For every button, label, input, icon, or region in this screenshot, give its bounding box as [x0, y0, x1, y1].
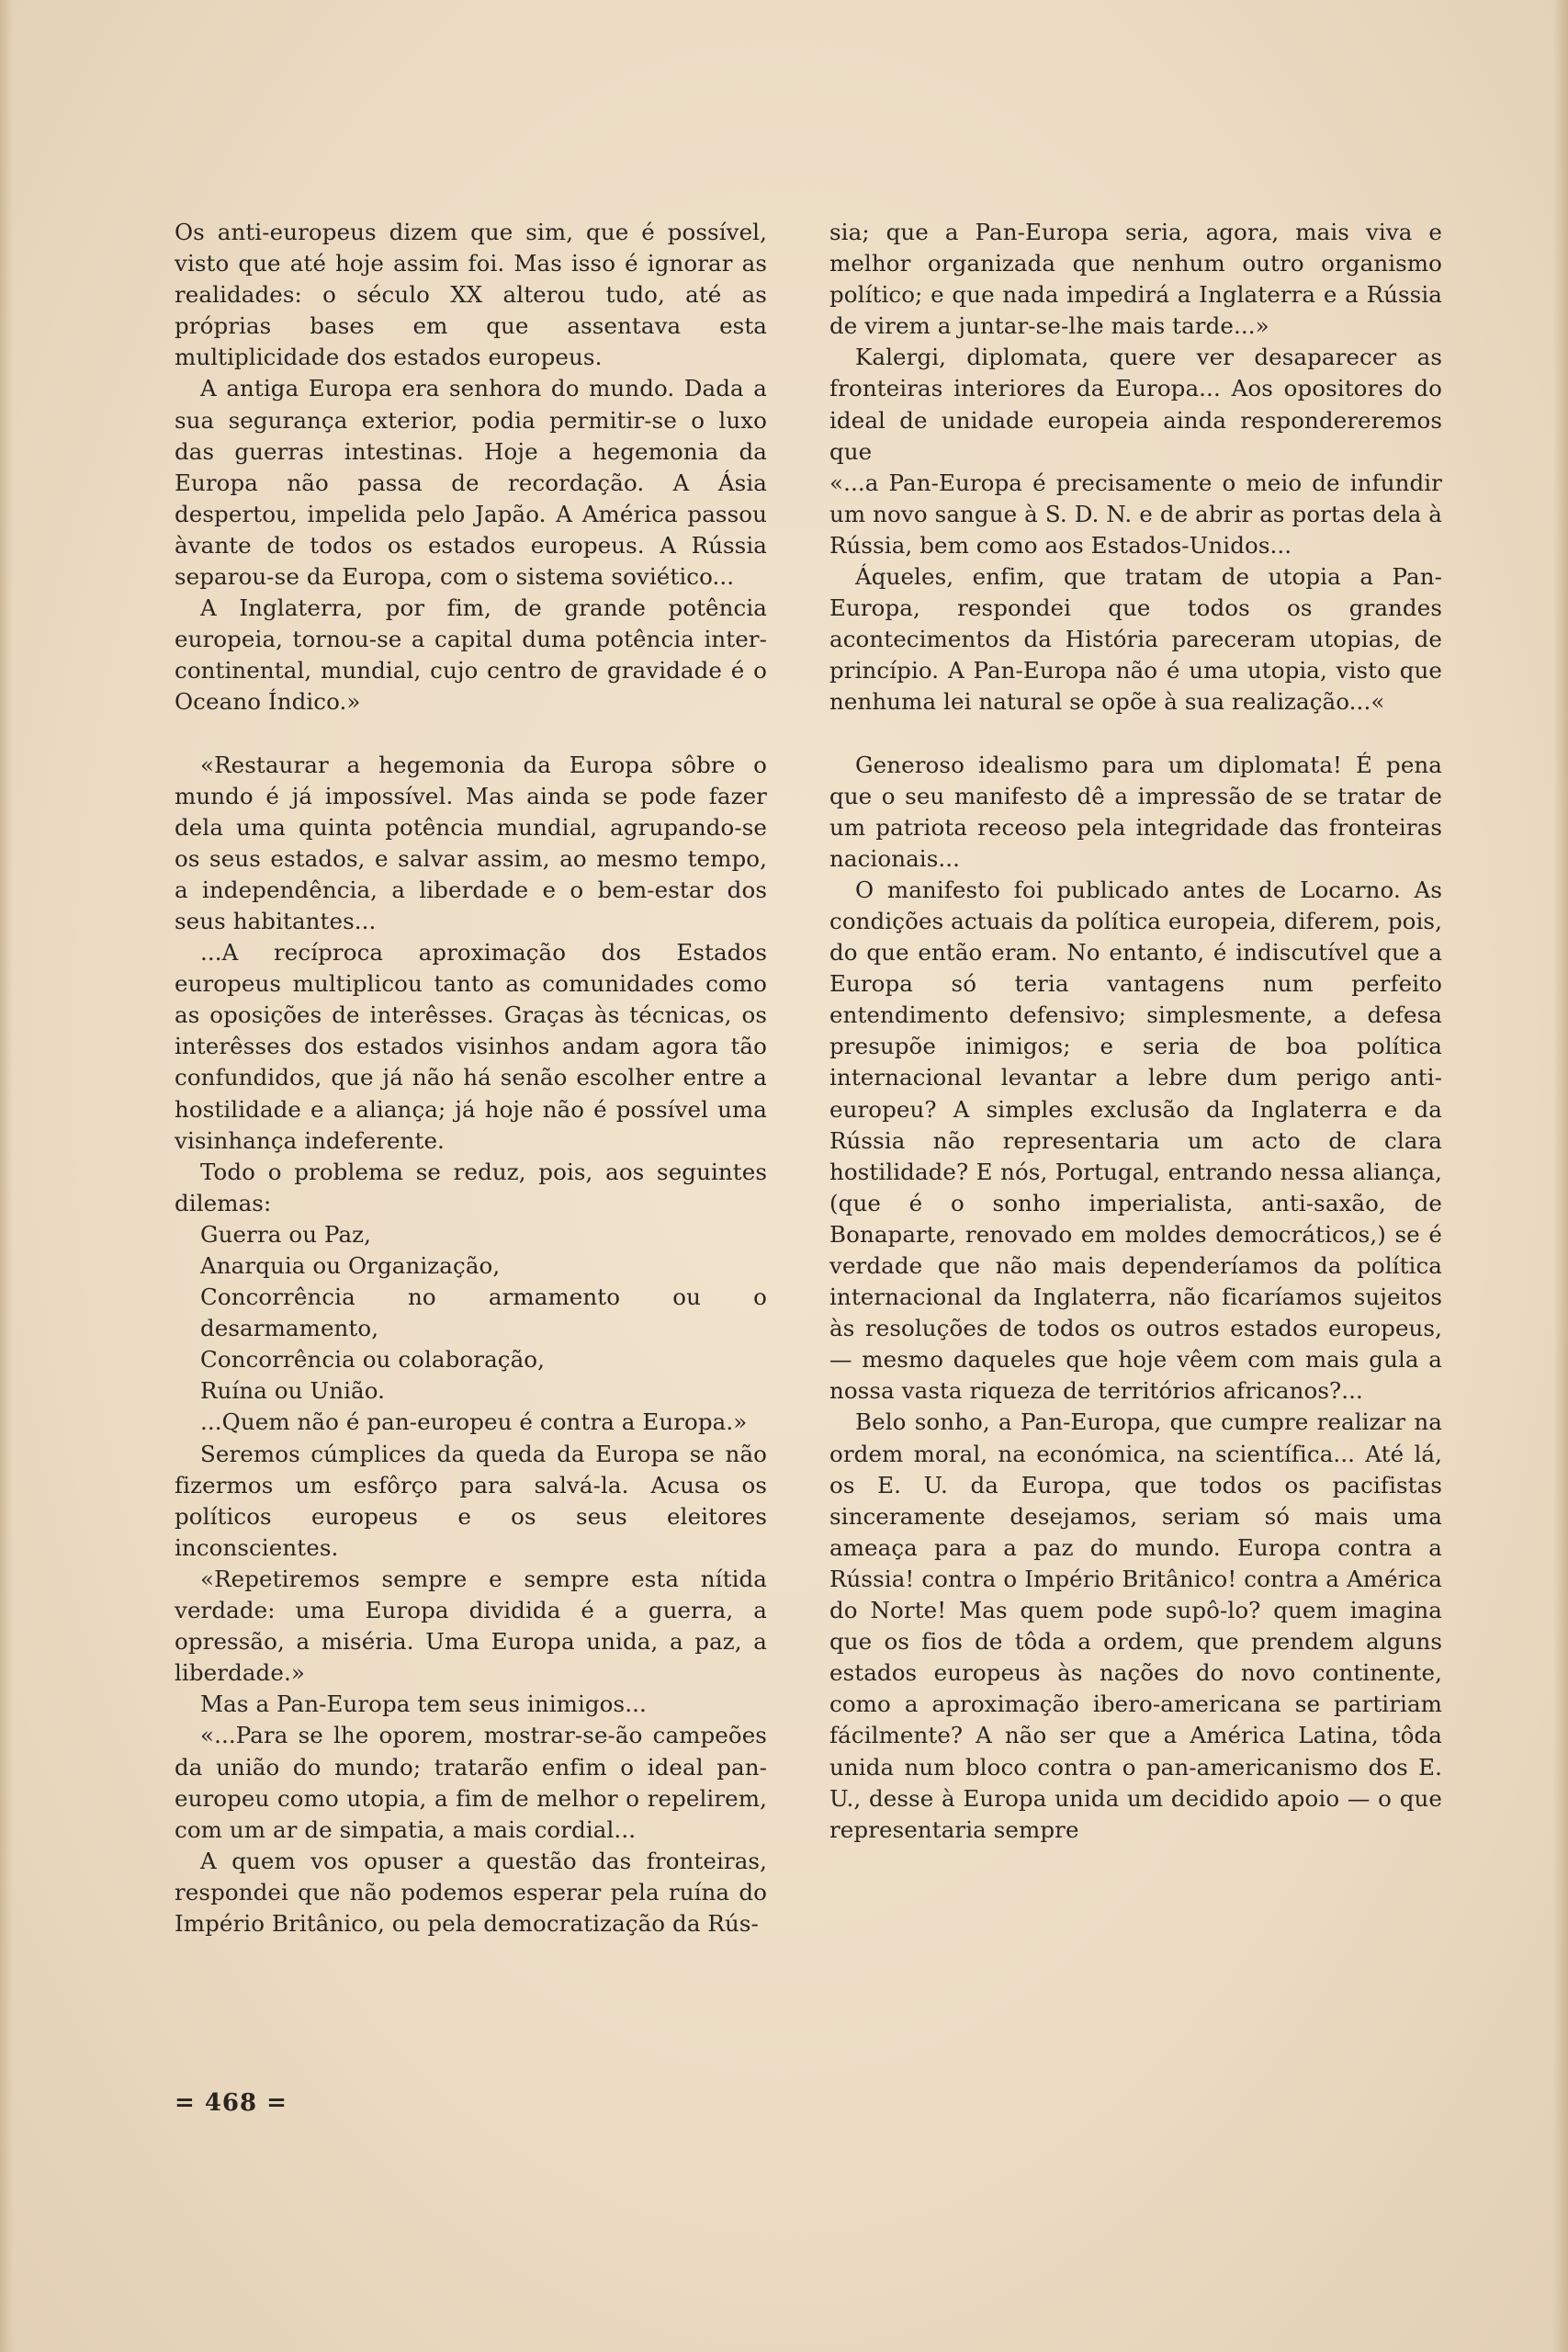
paragraph: Mas a Pan-Europa tem seus inimigos...: [200, 1690, 647, 1718]
paragraph: «...Para se lhe oporem, mostrar-se-ão campeões da união do mundo; tratarão enfim o ideal pan-europeu como utopia, a fim de melhor o repelirem, com um ar de simpatia, a mais cordial...: [175, 1722, 767, 1843]
page-edge-left: [0, 0, 13, 2352]
paragraph: Áqueles, enfim, que tratam de utopia a Pan-Europa, respondei que todos os grandes acontecimentos da História pareceram utopias, de princípio. A Pan-Europa não é uma utopia, visto que nenhuma lei natural se opõe à sua realização...«: [829, 563, 1442, 716]
right-text-column: [829, 217, 1442, 1846]
paragraph: Kalergi, diplomata, quere ver desaparecer as fronteiras interiores da Europa... Aos opositores do ideal de unidade europeia ainda respondereremos que: [829, 344, 1442, 465]
dilemma-item: Guerra ou Paz,: [200, 1220, 372, 1248]
page-edge-right: [1553, 0, 1568, 2352]
dilemma-item: Concorrência no armamento ou o desarmamento,: [200, 1283, 767, 1342]
quote-paragraph: «...a Pan-Europa é precisamente o meio de infundir um novo sangue à S. D. N. e de abrir as portas dela à Rússia, bem como aos Estados-Unidos...: [829, 469, 1442, 559]
dilemma-item: Concorrência ou colaboração,: [200, 1346, 546, 1374]
paragraph: Belo sonho, a Pan-Europa, que cumpre realizar na ordem moral, na económica, na scientífica... Até lá, os E. U. da Europa, que todos os pacifistas sinceramente desejamos, seriam só mais uma ameaça para a paz do mundo. Europa contra a Rússia! contra o Império Britânico! contra a América do Norte! Mas quem pode supô-lo? quem imagina que os fios de tôda a ordem, que prendem alguns estados europeus às nações do novo continente, como a aproximação ibero-americana se partiriam fácilmente? A não ser que a América Latina, tôda unida num bloco contra o pan-americanismo dos E. U., desse à Europa unida um decidido apoio — o que representaria sempre: [829, 1408, 1442, 1843]
paragraph: Seremos cúmplices da queda da Europa se não fizermos um esfôrço para salvá-la. Acusa os políticos europeus e os seus eleitores inconscientes.: [175, 1440, 767, 1561]
paragraph: O manifesto foi publicado antes de Locarno. As condições actuais da política europeia, diferem, pois, do que então eram. No entanto, é indiscutível que a Europa só teria vantagens num perfeito entendimento defensivo; simplesmente, a defesa presupõe inimigos; e seria de boa política internacional levantar a lebre dum perigo anti-europeu? A simples exclusão da Inglaterra e da Rússia não representaria um acto de clara hostilidade? E nós, Portugal, entrando nessa aliança, (que é o sonho imperialista, anti-saxão, de Bonaparte, renovado em moldes democráticos,) se é verdade que não mais dependeríamos da política internacional da Inglaterra, não ficaríamos sujeitos às resoluções de todos os outros estados europeus, — mesmo daqueles que hoje vêem com mais gula a nossa vasta riqueza de territórios africanos?...: [829, 876, 1442, 1405]
paragraph: ...Quem não é pan-europeu é contra a Europa.»: [200, 1408, 748, 1436]
quote-paragraph: «Restaurar a hegemonia da Europa sôbre o mundo é já impossível. Mas ainda se pode fazer dela uma quinta potência mundial, agrupando-se os seus estados, e salvar assim, ao mesmo tempo, a independência, a liberdade e o bem-estar dos seus habitantes...: [175, 751, 767, 934]
dilemma-item: Anarquia ou Organização,: [200, 1252, 501, 1279]
paragraph: A Inglaterra, por fim, de grande potência europeia, tornou-se a capital duma potência inter-continental, mundial, cujo centro de gravidade é o Oceano Índico.»: [175, 594, 767, 716]
paragraph: Generoso idealismo para um diplomata! É pena que o seu manifesto dê a impressão de se tratar de um patriota receoso pela integridade das fronteiras nacionais...: [829, 751, 1442, 872]
paragraph: sia; que a Pan-Europa seria, agora, mais viva e melhor organizada que nenhum outro organismo político; e que nada impedirá a Inglaterra e a Rússia de virem a juntar-se-lhe mais tarde...»: [829, 219, 1442, 340]
paragraph: A antiga Europa era senhora do mundo. Dada a sua segurança exterior, podia permitir-se o luxo das guerras intestinas. Hoje a hegemonia da Europa não passa de recordação. A Ásia despertou, impelida pelo Japão. A América passou àvante de todos os estados europeus. A Rússia separou-se da Europa, com o sistema soviético...: [175, 375, 767, 591]
paragraph: Os anti-europeus dizem que sim, que é possível, visto que até hoje assim foi. Mas isso é ignorar as realidades: o século XX alterou tudo, até as próprias bases em que assentava esta multiplicidade dos estados europeus.: [175, 219, 767, 371]
paragraph: «Repetiremos sempre e sempre esta nítida verdade: uma Europa dividida é a guerra, a opressão, a miséria. Uma Europa unida, a paz, a liberdade.»: [175, 1565, 767, 1687]
left-text-column: [175, 217, 767, 1939]
paragraph: ...A recíproca aproximação dos Estados europeus multiplicou tanto as comunidades como as oposições de interêsses. Graças às técnicas, os interêsses dos estados visinhos andam agora tão confundidos, que já não há senão escolher entre a hostilidade e a aliança; já hoje não é possível uma visinhança indeferente.: [175, 939, 767, 1154]
paragraph: Todo o problema se reduz, pois, aos seguintes dilemas:: [175, 1158, 767, 1216]
paragraph: A quem vos opuser a questão das fronteiras, respondei que não podemos esperar pela ruína do Império Britânico, ou pela democratização da Rús-: [175, 1847, 767, 1937]
page-number: = 468 =: [175, 2089, 288, 2117]
dilemma-item: Ruína ou União.: [200, 1377, 386, 1405]
